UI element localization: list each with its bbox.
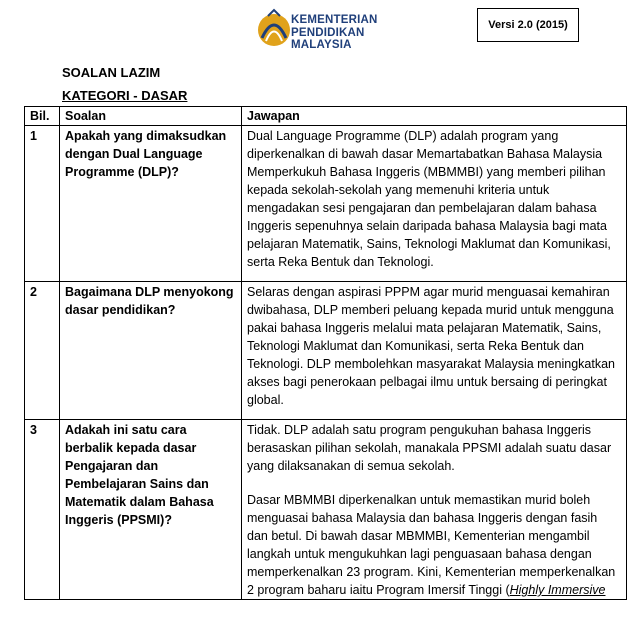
row-question: Adakah ini satu cara berbalik kepada dasar Pengajaran dan Pembelajaran Sains dan Matematik dalam Bahasa Inggeris (PPSMI)? [60,420,242,600]
answer-paragraph [247,491,621,599]
logo-line-3: MALAYSIA [291,39,352,51]
answer-paragraph: Tidak. DLP adalah satu program pengukuhan bahasa Inggeris berasaskan pilihan sekolah, manakala PPSMI adalah suatu dasar yang dilaksanakan di semua sekolah. [247,423,612,473]
category-heading: KATEGORI - DASAR [62,88,188,103]
row-answer [242,420,627,600]
version-box: Versi 2.0 (2015) [477,8,579,42]
header-question: Soalan [60,107,242,126]
row-answer [242,126,627,282]
logo-emblem-icon [258,14,290,46]
row-answer [242,282,627,420]
header-answer: Jawapan [242,107,627,126]
answer-paragraph: Dual Language Programme (DLP) adalah program yang diperkenalkan di bawah dasar Memartabatkan Bahasa Malaysia Memperkukuh Bahasa Inggeris (MBMMBI) yang memberi pilihan kepada sekolah-sekolah yang memenuhi kriteria untuk mengadakan sesi pengajaran dan pembelajaran dalam bahasa Inggeris sepenuhnya selain daripada bahasa Malaysia bagi mata pelajaran Matematik, Sains, Teknologi Maklumat dan Komunikasi, serta Reka Bentuk dan Teknologi. [247,129,611,269]
answer-paragraph: Selaras dengan aspirasi PPPM agar murid menguasai kemahiran dwibahasa, DLP memberi peluang kepada murid untuk mengguna pakai bahasa Inggeris melalui mata pelajaran Matematik, Sains, Teknologi Maklumat dan Komunikasi, serta Reka Bentuk dan Teknologi. DLP membolehkan masyarakat Malaysia meningkatkan akses bagi penerokaan pelbagai ilmu untuk bersaing di peringkat global. [247,285,616,407]
table-header-row [25,107,627,126]
answer-text: Dasar MBMMBI diperkenalkan untuk memastikan murid boleh menguasai bahasa Malaysia dan bahasa Inggeris dengan fasih dan betul. Di bawah dasar MBMMBI, Kementerian mengambil langkah untuk mengukuhkan lagi penguasaan bahasa dengan memperkenalkan 23 program. Kini, Kementerian memperkenalkan 2 program baharu iaitu Program Imersif Tinggi ( [247,493,616,597]
table-row [25,420,627,600]
row-num: 3 [25,420,60,600]
table-row [25,126,627,282]
logo-line-1: KEMENTERIAN [291,14,378,26]
table-row [25,282,627,420]
header-num: Bil. [25,107,60,126]
logo-line-2: PENDIDIKAN [291,26,365,39]
answer-italic-text: Highly Immersive [509,583,606,597]
row-num: 2 [25,282,60,420]
page-title: SOALAN LAZIM [62,65,161,80]
row-num: 1 [25,126,60,282]
row-question: Apakah yang dimaksudkan dengan Dual Language Programme (DLP)? [60,126,242,282]
faq-table [24,106,627,600]
row-question: Bagaimana DLP menyokong dasar pendidikan? [60,282,242,420]
ministry-logo-text [291,14,378,52]
